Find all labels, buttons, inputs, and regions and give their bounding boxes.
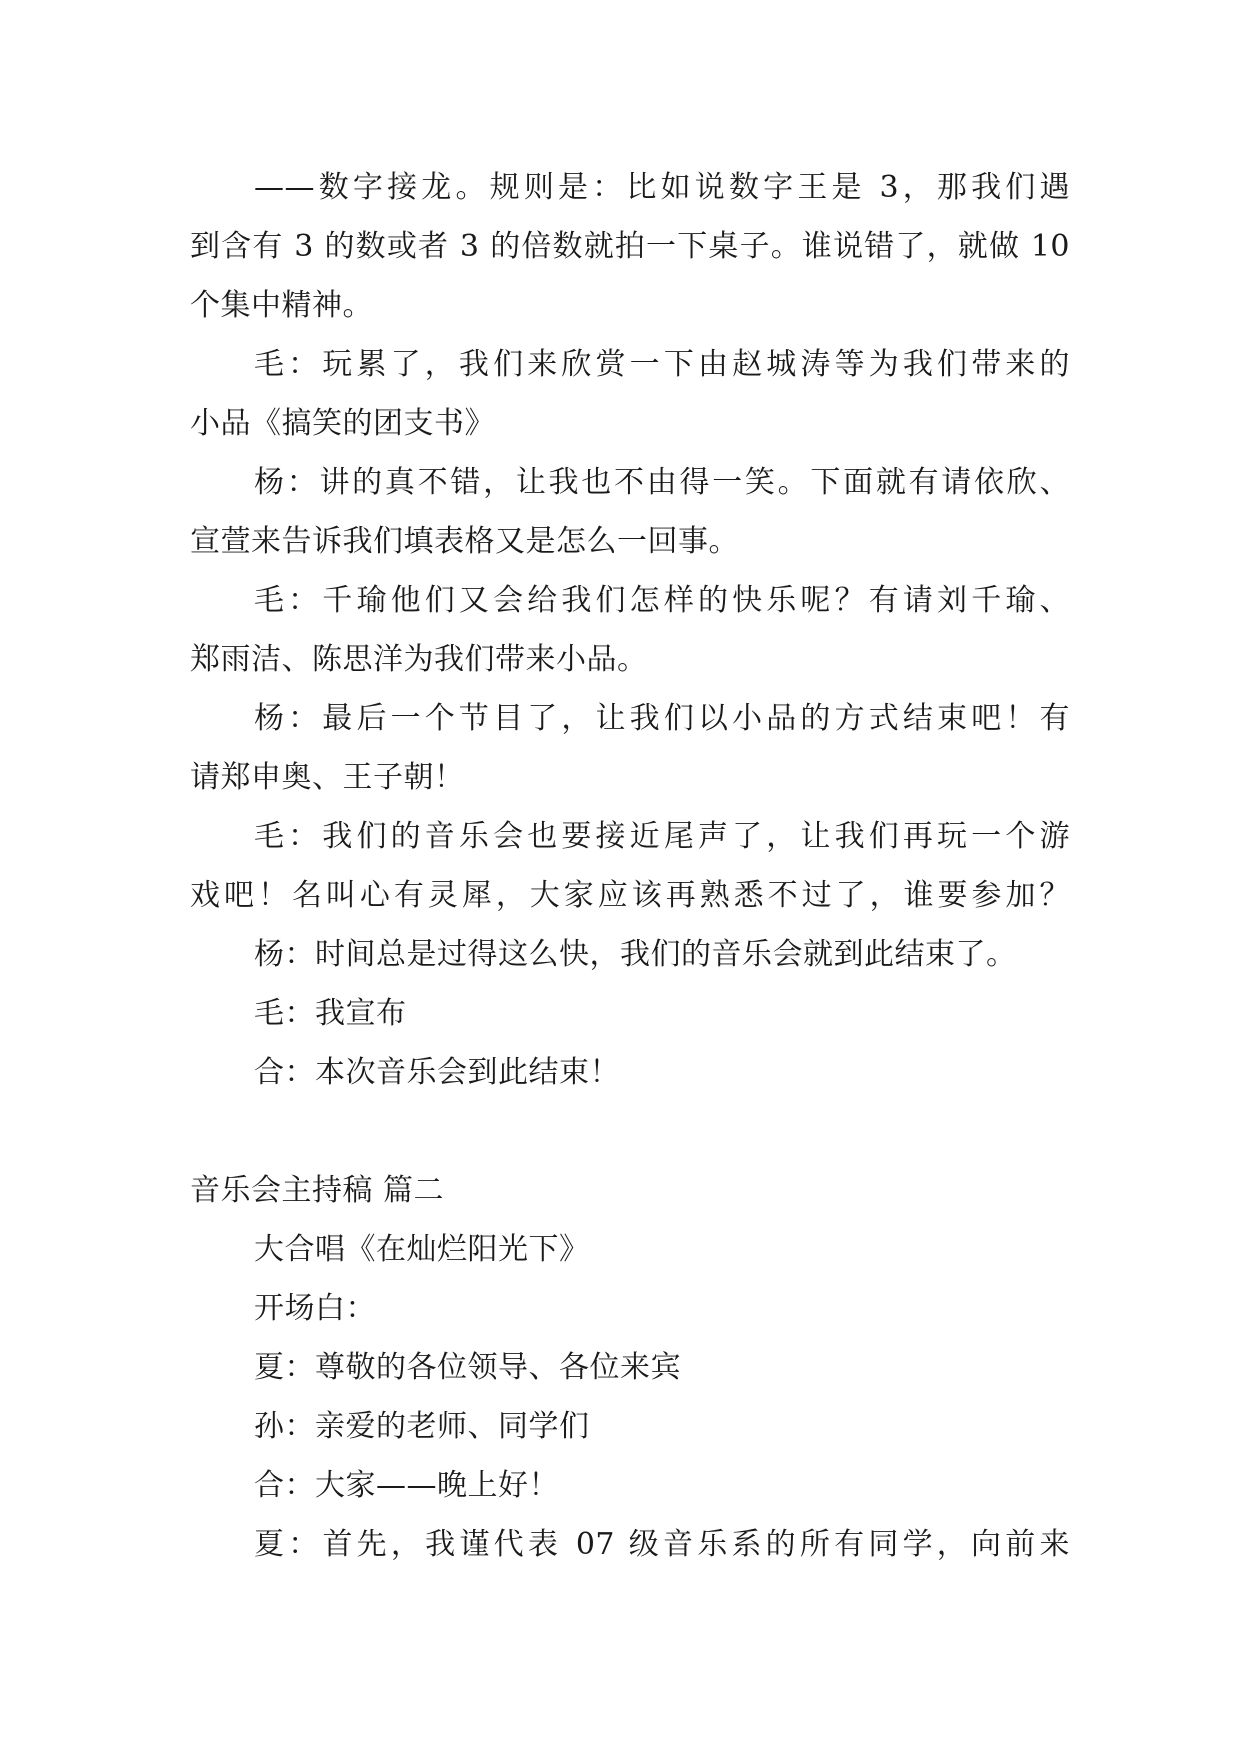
text-line: 个集中精神。: [190, 288, 373, 323]
text-line: 杨：时间总是过得这么快，我们的音乐会就到此结束了。: [254, 937, 1017, 972]
text-line: 郑雨洁、陈思洋为我们带来小品。: [190, 642, 648, 677]
text-line: 小品《搞笑的团支书》: [190, 406, 495, 441]
text-line: 孙：亲爱的老师、同学们: [254, 1409, 590, 1444]
text-line: 开场白：: [254, 1291, 376, 1326]
section-gap: [190, 1102, 1070, 1161]
text-line: 杨：最后一个节目了，让我们以小品的方式结束吧！有: [254, 701, 1070, 736]
text-line: 杨：讲的真不错，让我也不由得一笑。下面就有请依欣、: [254, 465, 1070, 500]
text-line: 合：本次音乐会到此结束！: [254, 1055, 620, 1090]
text-line: 毛：我们的音乐会也要接近尾声了，让我们再玩一个游: [254, 819, 1070, 854]
text-line: 毛：玩累了，我们来欣赏一下由赵城涛等为我们带来的: [254, 347, 1070, 382]
text-line: 宣萱来告诉我们填表格又是怎么一回事。: [190, 524, 739, 559]
text-line: 戏吧！名叫心有灵犀，大家应该再熟悉不过了，谁要参加？: [190, 878, 1070, 913]
text-line: 毛：千瑜他们又会给我们怎样的快乐呢？有请刘千瑜、: [254, 583, 1070, 618]
text-line: 到含有 3 的数或者 3 的倍数就拍一下桌子。谁说错了，就做 10: [190, 229, 1070, 264]
text-line: 夏：首先，我谨代表 07 级音乐系的所有同学，向前来: [254, 1527, 1070, 1562]
text-line: 请郑申奥、王子朝！: [190, 760, 465, 795]
section-heading: 音乐会主持稿 篇二: [190, 1173, 445, 1208]
document-body: [190, 158, 1070, 1574]
text-line: 夏：尊敬的各位领导、各位来宾: [254, 1350, 681, 1385]
text-line: 毛：我宣布: [254, 996, 407, 1031]
text-line: 大合唱《在灿烂阳光下》: [254, 1232, 590, 1267]
text-line: ——数字接龙。规则是：比如说数字王是 3，那我们遇: [254, 170, 1070, 205]
text-line: 合：大家——晚上好！: [254, 1468, 559, 1503]
